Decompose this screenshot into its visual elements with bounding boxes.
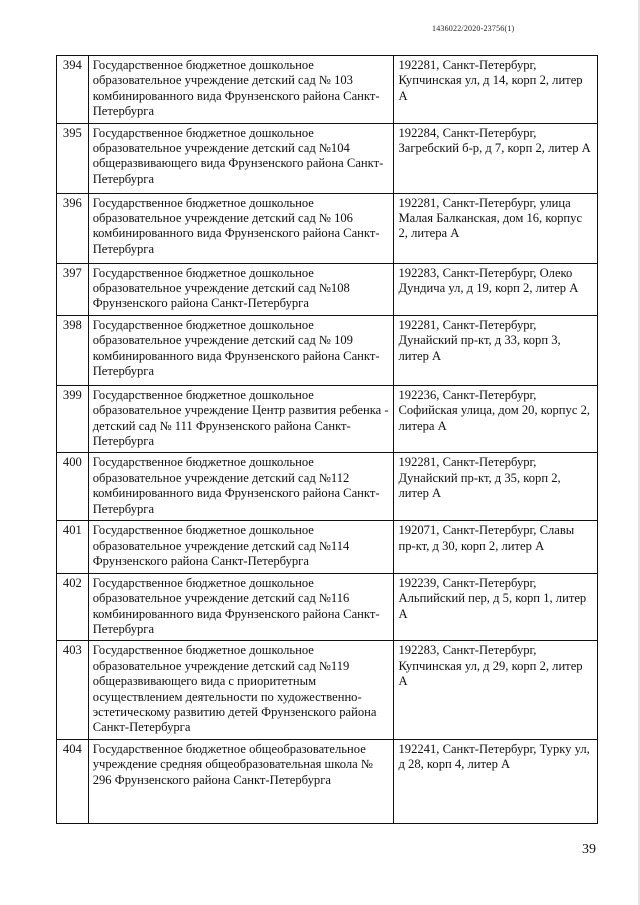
institution-address: 192071, Санкт-Петербург, Славы пр-кт, д 30, корп 2, литер А [394, 521, 598, 573]
institution-name: Государственное бюджетное дошкольное образовательное учреждение детский сад №119 общеразвивающего вида с приоритетным осуществлением деятельности по художественно-эстетическому развитию детей Фрунзенского района Санкт-Петербурга [88, 641, 394, 739]
table-row [57, 573, 598, 641]
institution-address: 192241, Санкт-Петербург, Турку ул, д 28, корп 4, литер А [394, 739, 598, 823]
page-number: 39 [582, 842, 596, 857]
row-number: 402 [57, 573, 89, 641]
institution-name: Государственное бюджетное дошкольное образовательное учреждение детский сад №114 Фрунзенского района Санкт-Петербурга [88, 521, 394, 573]
institution-address: 192283, Санкт-Петербург, Олеко Дундича ул, д 19, корп 2, литер А [394, 263, 598, 315]
table-row [57, 453, 598, 521]
document-id: 1436022/2020-23756(1) [432, 24, 515, 33]
institution-address: 192283, Санкт-Петербург, Купчинская ул, д 29, корп 2, литер А [394, 641, 598, 739]
institution-name: Государственное бюджетное дошкольное образовательное учреждение детский сад № 109 комбинированного вида Фрунзенского района Санкт-Петербурга [88, 315, 394, 385]
institution-name: Государственное бюджетное дошкольное образовательное учреждение Центр развития ребенка - детский сад № 111 Фрунзенского района Санкт-Петербурга [88, 385, 394, 453]
table-row [57, 123, 598, 193]
table-row [57, 263, 598, 315]
institution-name: Государственное бюджетное общеобразовательное учреждение средняя общеобразовательная школа № 296 Фрунзенского района Санкт-Петербурга [88, 739, 394, 823]
institution-name: Государственное бюджетное дошкольное образовательное учреждение детский сад №104 общеразвивающего вида Фрунзенского района Санкт-Петербурга [88, 123, 394, 193]
institutions-table [56, 55, 598, 824]
table-row [57, 521, 598, 573]
row-number: 399 [57, 385, 89, 453]
row-number: 394 [57, 56, 89, 124]
row-number: 395 [57, 123, 89, 193]
institution-name: Государственное бюджетное дошкольное образовательное учреждение детский сад №112 комбинированного вида Фрунзенского района Санкт-Петербурга [88, 453, 394, 521]
table-row [57, 641, 598, 739]
table-row [57, 193, 598, 263]
table-row [57, 56, 598, 124]
institution-address: 192281, Санкт-Петербург, Купчинская ул, д 14, корп 2, литер А [394, 56, 598, 124]
institution-address: 192281, Санкт-Петербург, Дунайский пр-кт, д 35, корп 2, литер А [394, 453, 598, 521]
institution-name: Государственное бюджетное дошкольное образовательное учреждение детский сад №116 комбинированного вида Фрунзенского района Санкт-Петербурга [88, 573, 394, 641]
institution-address: 192281, Санкт-Петербург, Дунайский пр-кт, д 33, корп 3, литер А [394, 315, 598, 385]
table-row [57, 739, 598, 823]
row-number: 403 [57, 641, 89, 739]
institution-address: 192236, Санкт-Петербург, Софийская улица, дом 20, корпус 2, литера А [394, 385, 598, 453]
row-number: 396 [57, 193, 89, 263]
table-row [57, 385, 598, 453]
row-number: 404 [57, 739, 89, 823]
row-number: 401 [57, 521, 89, 573]
table-row [57, 315, 598, 385]
institution-name: Государственное бюджетное дошкольное образовательное учреждение детский сад № 103 комбинированного вида Фрунзенского района Санкт-Петербурга [88, 56, 394, 124]
institution-address: 192284, Санкт-Петербург, Загребский б-р, д 7, корп 2, литер А [394, 123, 598, 193]
institution-name: Государственное бюджетное дошкольное образовательное учреждение детский сад №108 Фрунзенского района Санкт-Петербурга [88, 263, 394, 315]
row-number: 398 [57, 315, 89, 385]
row-number: 397 [57, 263, 89, 315]
institution-name: Государственное бюджетное дошкольное образовательное учреждение детский сад № 106 комбинированного вида Фрунзенского района Санкт-Петербурга [88, 193, 394, 263]
row-number: 400 [57, 453, 89, 521]
institution-address: 192281, Санкт-Петербург, улица Малая Балканская, дом 16, корпус 2, литера А [394, 193, 598, 263]
institution-address: 192239, Санкт-Петербург, Альпийский пер, д 5, корп 1, литер А [394, 573, 598, 641]
